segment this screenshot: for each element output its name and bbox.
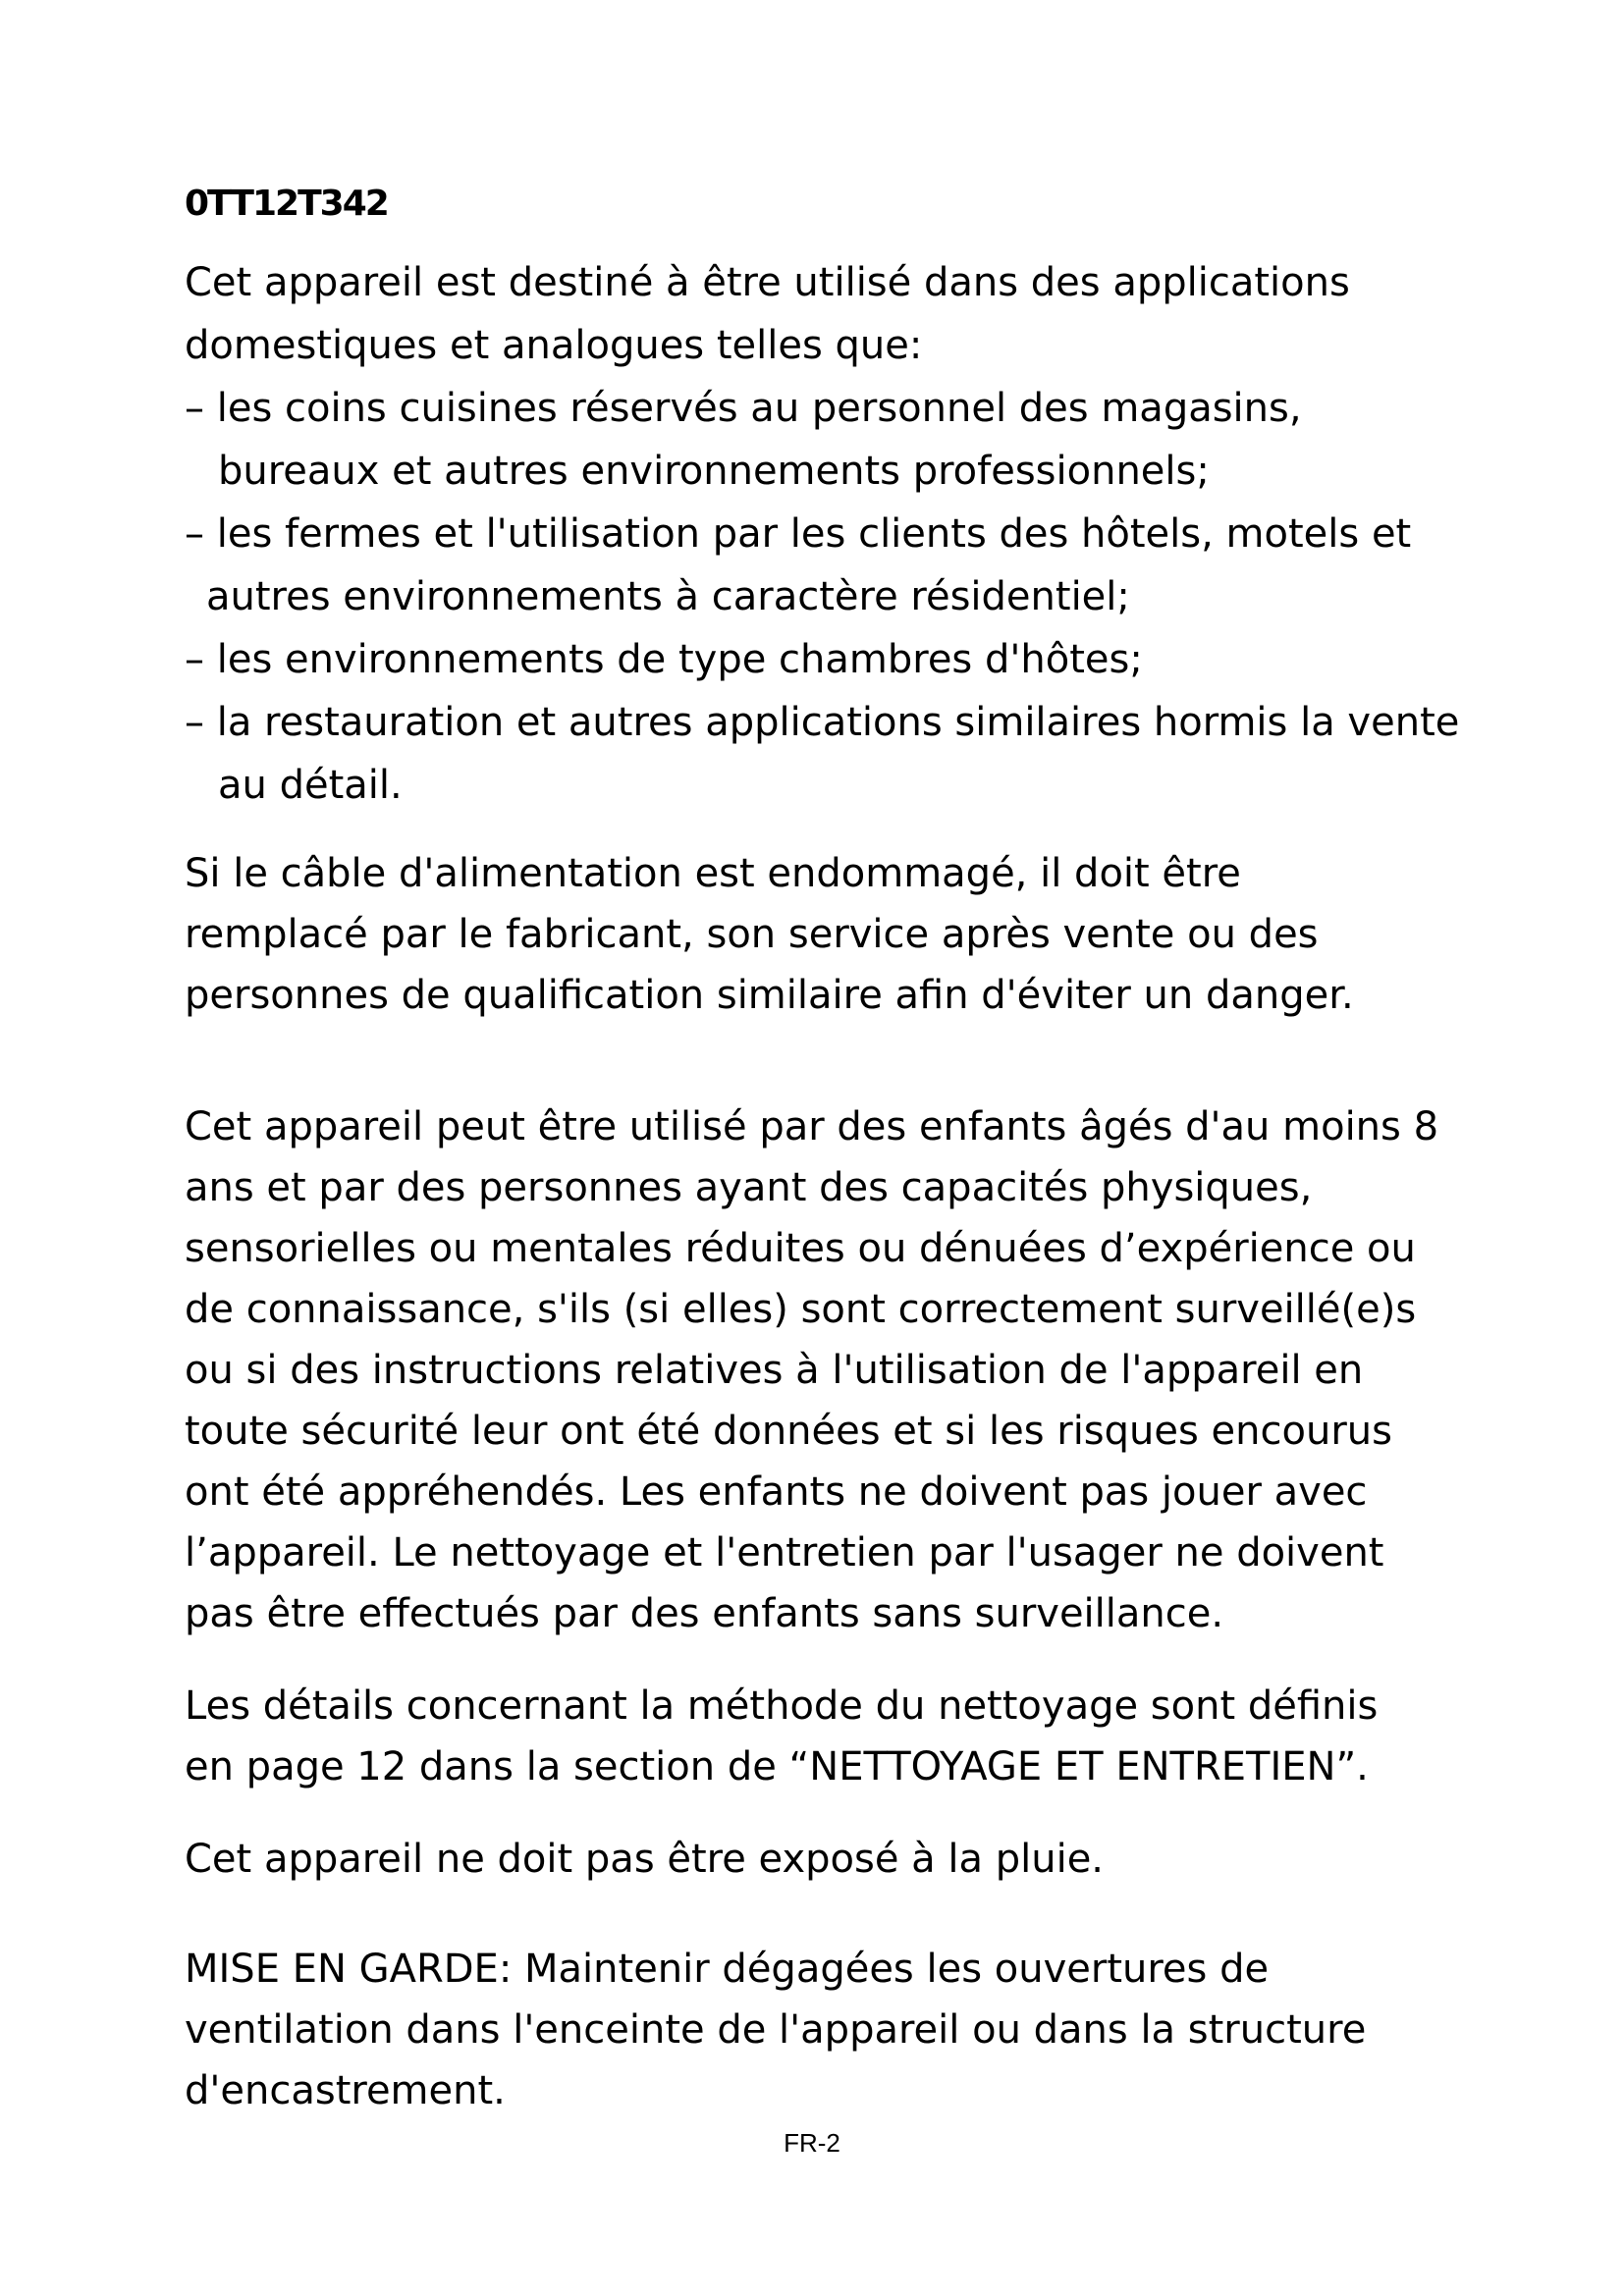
paragraph-line: ont été appréhendés. Les enfants ne doivent pas jouer avec xyxy=(185,1469,1368,1515)
paragraph-line: remplacé par le fabricant, son service après vente ou des xyxy=(185,912,1319,957)
usage-list-item: – les environnements de type chambres d'hôtes; xyxy=(185,637,1143,682)
paragraph-line: MISE EN GARDE: Maintenir dégagées les ouvertures de xyxy=(185,1947,1270,1992)
usage-list-item-continuation: bureaux et autres environnements professionnels; xyxy=(218,449,1210,494)
usage-intro-line: domestiques et analogues telles que: xyxy=(185,323,923,368)
usage-list-item: – les coins cuisines réservés au personnel des magasins, xyxy=(185,386,1302,431)
paragraph-line: Si le câble d'alimentation est endommagé, il doit être xyxy=(185,851,1241,896)
paragraph-line: l’appareil. Le nettoyage et l'entretien par l'usager ne doivent xyxy=(185,1530,1384,1575)
usage-list-item: – la restauration et autres applications similaires hormis la vente xyxy=(185,700,1460,745)
paragraph-line: ventilation dans l'enceinte de l'appareil ou dans la structure xyxy=(185,2007,1367,2053)
usage-list-item-continuation: au détail. xyxy=(218,763,403,808)
usage-intro-line: Cet appareil est destiné à être utilisé dans des applications xyxy=(185,260,1350,305)
paragraph-line: personnes de qualification similaire afin d'éviter un danger. xyxy=(185,973,1354,1018)
paragraph-line: toute sécurité leur ont été données et si les risques encourus xyxy=(185,1409,1392,1454)
paragraph-line: ou si des instructions relatives à l'utilisation de l'appareil en xyxy=(185,1348,1364,1393)
paragraph-line: d'encastrement. xyxy=(185,2068,506,2113)
usage-list-item: – les fermes et l'utilisation par les clients des hôtels, motels et xyxy=(185,511,1412,557)
paragraph-line: de connaissance, s'ils (si elles) sont correctement surveillé(e)s xyxy=(185,1287,1417,1332)
paragraph-line: sensorielles ou mentales réduites ou dénuées d’expérience ou xyxy=(185,1226,1416,1271)
model-code: 0TT12T342 xyxy=(185,184,388,224)
paragraph-line: en page 12 dans la section de “NETTOYAGE ET ENTRETIEN”. xyxy=(185,1744,1369,1789)
usage-list-item-continuation: autres environnements à caractère résidentiel; xyxy=(206,574,1130,619)
paragraph-line: pas être effectués par des enfants sans surveillance. xyxy=(185,1591,1224,1636)
page-number: FR-2 xyxy=(784,2128,840,2158)
paragraph-line: ans et par des personnes ayant des capacités physiques, xyxy=(185,1165,1313,1210)
paragraph-line: Cet appareil ne doit pas être exposé à la pluie. xyxy=(185,1837,1105,1882)
paragraph-line: Cet appareil peut être utilisé par des enfants âgés d'au moins 8 xyxy=(185,1104,1439,1149)
paragraph-line: Les détails concernant la méthode du nettoyage sont définis xyxy=(185,1683,1379,1729)
